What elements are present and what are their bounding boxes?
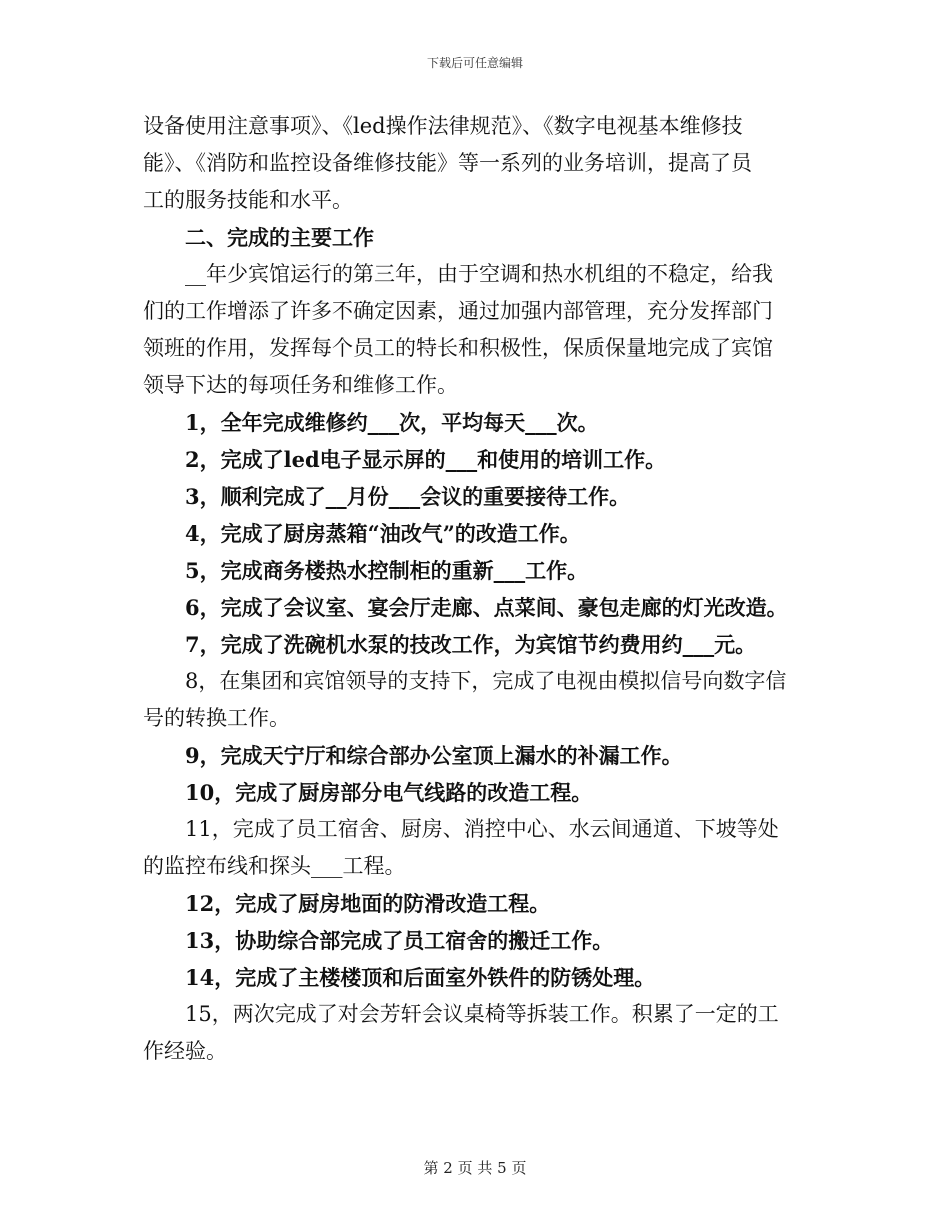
paragraph-line: 工的服务技能和水平。 bbox=[143, 188, 353, 212]
paragraph-line: 能》、《消防和监控设备维修技能》等一系列的业务培训，提高了员 bbox=[143, 151, 752, 175]
paragraph-line: 领导下达的每项任务和维修工作。 bbox=[143, 373, 458, 397]
paragraph-line: 领班的作用，发挥每个员工的特长和积极性，保质保量地完成了宾馆 bbox=[143, 336, 773, 360]
list-item: 10，完成了厨房部分电气线路的改造工程。 bbox=[185, 780, 593, 805]
paragraph-line: __年少宾馆运行的第三年，由于空调和热水机组的不稳定，给我 bbox=[185, 262, 773, 286]
list-item: 11，完成了员工宿舍、厨房、消控中心、水云间通道、下坡等处 bbox=[185, 817, 779, 841]
list-item: 9，完成天宁厅和综合部办公室顶上漏水的补漏工作。 bbox=[185, 743, 683, 768]
list-item: 13，协助综合部完成了员工宿舍的搬迁工作。 bbox=[185, 928, 614, 953]
list-item: 6，完成了会议室、宴会厅走廊、点菜间、豪包走廊的灯光改造。 bbox=[185, 595, 788, 620]
list-item: 2，完成了led电子显示屏的___和使用的培训工作。 bbox=[185, 447, 667, 472]
list-item-continuation: 号的转换工作。 bbox=[143, 706, 290, 730]
list-item: 8，在集团和宾馆领导的支持下，完成了电视由模拟信号向数字信 bbox=[185, 669, 787, 693]
section-heading: 二、完成的主要工作 bbox=[185, 225, 374, 250]
paragraph-line: 设备使用注意事项》、《led操作法律规范》、《数字电视基本维修技 bbox=[143, 114, 743, 138]
list-item: 3，顺利完成了__月份___会议的重要接待工作。 bbox=[185, 484, 631, 509]
list-item: 15，两次完成了对会芳轩会议桌椅等拆装工作。积累了一定的工 bbox=[185, 1002, 779, 1026]
paragraph-line: 们的工作增添了许多不确定因素，通过加强内部管理，充分发挥部门 bbox=[143, 299, 773, 323]
list-item: 14，完成了主楼楼顶和后面室外铁件的防锈处理。 bbox=[185, 965, 656, 990]
list-item: 1，全年完成维修约___次，平均每天___次。 bbox=[185, 410, 599, 435]
page-footer: 第 2 页 共 5 页 bbox=[423, 1159, 527, 1177]
list-item: 5，完成商务楼热水控制柜的重新___工作。 bbox=[185, 558, 589, 583]
list-item-continuation: 的监控布线和探头___工程。 bbox=[143, 854, 406, 878]
list-item: 12，完成了厨房地面的防滑改造工程。 bbox=[185, 891, 551, 916]
list-item: 4，完成了厨房蒸箱“油改气”的改造工作。 bbox=[185, 521, 581, 546]
list-item-continuation: 作经验。 bbox=[143, 1039, 227, 1063]
document-body bbox=[143, 108, 807, 1070]
page-header: 下载后可任意编辑 bbox=[426, 56, 523, 70]
list-item: 7，完成了洗碗机水泵的技改工作，为宾馆节约费用约___元。 bbox=[185, 632, 757, 657]
